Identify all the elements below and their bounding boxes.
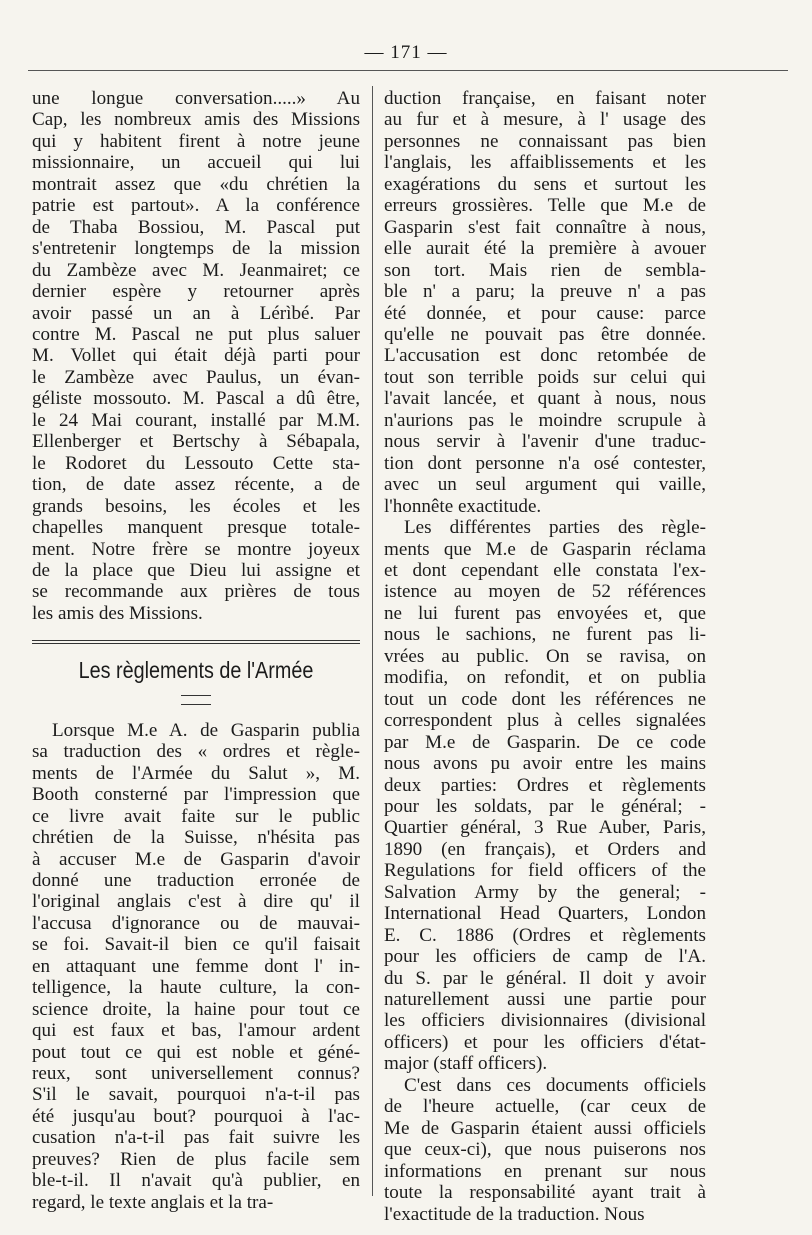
text-line: sa traduction des « ordres et règle- [32,741,360,763]
text-line: Les différentes parties des règle- [404,517,706,539]
text-line: donné une traduction erronée de [32,869,360,891]
text-line: pour les soldats, par le général; - [384,795,706,817]
text-line: Gasparin s'est fait connaître à nous, [384,216,706,238]
text-line: son tort. Mais rien de sembla- [384,259,706,281]
text-line: Booth consterné par l'impression que [32,784,360,806]
text-line: ment. Notre frère se montre joyeux [32,538,360,560]
text-line: science droite, la haine pour tout ce [32,998,360,1020]
section-separator [32,640,360,644]
paragraph-missions [32,88,360,624]
text-line: exagérations du sens et surtout les [384,173,706,195]
text-line: tout un code dont les références ne [384,688,706,710]
column-divider [372,86,373,1196]
text-line: cusation n'a-t-il pas fait suivre les [32,1127,360,1149]
text-line: nous servir à l'avenir d'une traduc- [384,431,706,453]
text-line: le 24 Mai courant, installé par M.M. [32,409,360,431]
text-line: correspondent plus à celles signalées [384,710,706,732]
text-line: du S. par le général. Il doit y avoir [384,967,706,989]
text-line: vrées au public. On se ravisa, on [384,645,706,667]
text-line: 1890 (en français), et Orders and [384,838,706,860]
text-line: grands besoins, les écoles et les [32,495,360,517]
header-rule [28,70,788,71]
text-line: Me de Gasparin étaient aussi officiels [384,1117,706,1139]
text-line: ce livre avait faite sur le public [32,805,360,827]
text-line: missionnaire, un accueil qui lui [32,152,360,174]
text-line: chrétien de la Suisse, n'hésita pas [32,827,360,849]
text-line: l'original anglais c'est à dire qu' il [32,891,360,913]
text-line: tout son terrible poids sur celui qui [384,366,706,388]
text-line: les officiers divisionnaires (divisional [384,1010,706,1032]
text-line: de l'heure actuelle, (car ceux de [384,1096,706,1118]
text-line: personnes ne connaissant pas bien [384,130,706,152]
text-line: telligence, la haute culture, la con- [32,977,360,999]
text-line: informations en prenant sur nous [384,1160,706,1182]
text-line: duction française, en faisant noter [384,88,706,109]
right-column [384,88,706,1225]
text-line: Regulations for field officers of the [384,860,706,882]
text-line: l'exactitude de la traduction. Nous [384,1203,645,1225]
text-line: E. C. 1886 (Ordres et règlements [384,924,706,946]
text-line: regard, le texte anglais et la tra- [32,1191,274,1213]
text-line: qu'elle ne pouvait pas être donnée. [384,323,706,345]
text-line: contre M. Pascal ne put plus saluer [32,323,360,345]
text-line: pout tout ce qui est noble et géné- [32,1041,360,1063]
text-line: au fur et à mesure, à l' usage des [384,109,706,131]
text-line: tion, de date assez récente, a de [32,474,360,496]
text-line: du Zambèze avec M. Jeanmairet; ce [32,259,360,281]
text-line: avec un seul argument qui vaille, [384,474,706,496]
text-line: naturellement aussi une partie pour [384,989,706,1011]
text-line: chapelles manquent presque totale- [32,517,360,539]
paragraph-traduction [384,88,706,517]
section-title: Les règlements de l'Armée [78,657,314,684]
text-line: M. Vollet qui était déjà parti pour [32,345,360,367]
paragraph-references [384,517,706,1075]
text-line: Quartier général, 3 Rue Auber, Paris, [384,817,706,839]
text-line: S'il le savait, pourquoi n'a-t-il pas [32,1084,360,1106]
text-line: l'avait lancée, et quant à nous, nous [384,388,706,410]
title-ornament [32,688,360,706]
text-line: Cap, les nombreux amis des Missions [32,109,360,131]
text-line: l'honnête exactitude. [384,495,542,517]
text-line: le Rodoret du Lessouto Cette sta- [32,452,360,474]
page-number: — 171 — [364,42,448,63]
text-line: tion dont personne n'a osé contester, [384,452,706,474]
text-line: ments de l'Armée du Salut », M. [32,762,360,784]
text-line: avoir passé un an à Lérìbé. Par [32,302,360,324]
text-line: L'accusation est donc retombée de [384,345,706,367]
text-line: été donnée, et pour cause: parce [384,302,706,324]
text-line: ments que M.e de Gasparin réclama [384,538,706,560]
text-line: se recommande aux prières de tous [32,581,360,603]
text-line: en attaquant une femme dont l' in- [32,955,360,977]
text-line: C'est dans ces documents officiels [404,1074,706,1096]
text-line: par M.e de Gasparin. De ce code [384,731,706,753]
text-line: de Thaba Bossiou, M. Pascal put [32,216,360,238]
text-line: dernier espère y retourner après [32,281,360,303]
text-line: de la place que Dieu lui assigne et [32,559,360,581]
text-line: et dont cependant elle constata l'ex- [384,559,706,581]
text-line: à accuser M.e de Gasparin d'avoir [32,848,360,870]
left-column [32,88,360,1213]
text-line: Ellenberger et Bertschy à Sébapala, [32,431,360,453]
text-line: deux parties: Ordres et règlements [384,774,706,796]
text-line: Salvation Army by the general; - [384,881,706,903]
text-line: qui est faux et bas, l'amour ardent [32,1020,360,1042]
text-line: toute la responsabilité ayant trait à [384,1182,706,1204]
text-line: International Head Quarters, London [384,903,706,925]
text-line: preuves? Rien de plus facile sem [32,1148,360,1170]
text-line: major (staff officers). [384,1053,548,1075]
text-line: modifia, on refondit, et on publia [384,667,706,689]
text-line: reux, sont universellement connus? [32,1063,360,1085]
text-line: ne lui furent pas envoyées et, que [384,602,706,624]
paragraph-documents [384,1075,706,1225]
text-line: montrait assez que «du chrétien la [32,173,360,195]
text-line: pour les officiers de camp de l'A. [384,946,706,968]
text-line: géliste mossouto. M. Pascal a dû être, [32,388,360,410]
text-line: ble n' a paru; la preuve n' a pas [384,281,706,303]
text-line: istence au moyen de 52 références [384,581,706,603]
text-line: patrie est partout». A la conférence [32,195,360,217]
text-line: que ceux-ci), que nous puiserons nos [384,1139,706,1161]
text-line: ble-t-il. Il n'avait qu'à publier, en [32,1170,360,1192]
text-line: l'accusa d'ignorance ou de mauvai- [32,912,360,934]
text-line: se foi. Savait-il bien ce qu'il faisait [32,934,360,956]
text-line: été jusqu'au bout? pourquoi à l'ac- [32,1105,360,1127]
text-line: erreurs grossières. Telle que M.e de [384,195,706,217]
text-line: l'anglais, les affaiblissements et les [384,152,706,174]
text-line: n'aurions pas le moindre scrupule à [384,409,706,431]
text-line: nous avons pu avoir entre les mains [384,753,706,775]
text-line: nous le sachions, ne furent pas li- [384,624,706,646]
text-line: elle aurait été la première à avouer [384,238,706,260]
text-line: les amis des Missions. [32,602,203,624]
text-line: s'entretenir longtemps de la mission [32,238,360,260]
text-line: qui y habitent firent à notre jeune [32,130,360,152]
text-line: Lorsque M.e A. de Gasparin publia [52,719,360,741]
paragraph-gasparin [32,720,360,1213]
text-line: une longue conversation.....» Au [32,88,360,109]
text-line: le Zambèze avec Paulus, un évan- [32,366,360,388]
text-line: officers) et pour les officiers d'état- [384,1031,706,1053]
